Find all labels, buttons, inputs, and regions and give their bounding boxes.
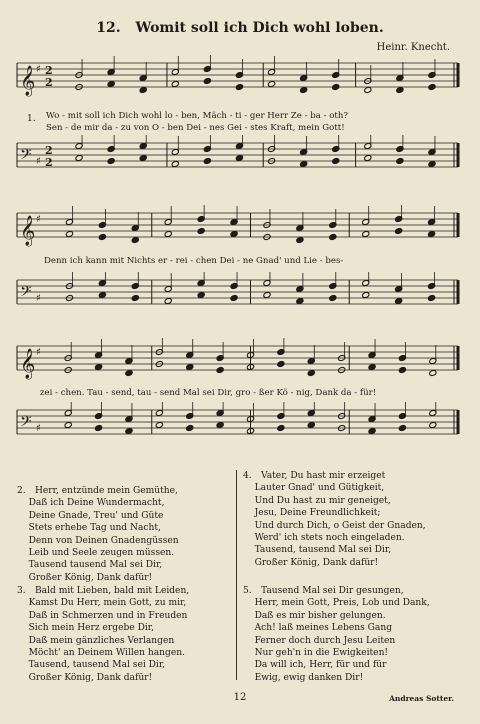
svg-text:♯: ♯ [36,423,41,434]
hymn-title [0,20,480,36]
printer-name: Andreas Sotter. [389,694,454,703]
svg-text:♯: ♯ [36,347,41,358]
verse-5 [243,585,430,684]
lyric-line-1a: Wo - mit soll ich Dich wohl lo - ben, Mäch - ti - ger Herr Ze - ba - oth? [46,111,348,121]
verse-2 [17,485,179,584]
system-3-bass-staff [0,402,480,452]
svg-text:2: 2 [45,64,53,77]
svg-text:♯: ♯ [36,156,41,167]
page-number: 12 [233,692,247,703]
lyric-line-2: Denn ich kann mit Nichts er - rei - chen Dei - ne Gnad' und Lie - bes- [44,256,344,266]
svg-text:♯: ♯ [36,64,41,75]
column-divider [236,470,237,680]
system-1-treble-staff [0,55,480,105]
svg-text:2: 2 [45,144,53,157]
verse-text: Herr, entzünde mein Gemüthe, Daß ich Deine Wundermacht, Deine Gnade, Treu' und Güte Stets erhebe Tag und Nacht, Denn von Deinen Gnadengüssen Leib und Seele zeugen müssen. Tausend tausend Mal sei Dir, Großer König, Dank dafür! [28,486,179,583]
svg-text:𝄞: 𝄞 [20,349,36,379]
system-2-treble-staff [0,205,480,255]
svg-text:♯: ♯ [36,214,41,225]
verse-number: 5. [243,586,252,596]
verse-number: 3. [17,586,26,596]
verse-number-1: 1. [27,114,36,124]
svg-text:2: 2 [45,76,53,89]
hymn-title-text: Womit soll ich Dich wohl loben. [135,20,384,36]
svg-text:2: 2 [45,156,53,169]
system-3-treble-staff [0,338,480,388]
system-1-bass-staff [0,135,480,185]
verse-number: 4. [243,471,252,481]
system-2-bass-staff [0,272,480,322]
svg-text:♯: ♯ [36,293,41,304]
verse-text: Bald mit Lieben, bald mit Leiden, Kamst Du Herr, mein Gott, zu mir, Daß in Schmerzen und in Freuden Sich mein Herz ergebe Dir, Daß mein gänzliches Verlangen Möcht' an Deinem Willen hangen. Tausend, tausend Mal sei Dir, Großer König, Dank dafür! [28,586,190,683]
svg-text:𝄢: 𝄢 [20,146,32,167]
composer: Heinr. Knecht. [376,42,450,53]
svg-text:𝄢: 𝄢 [20,413,32,434]
lyric-line-1b: Sen - de mir da - zu von O - ben Dei - nes Gei - stes Kraft, mein Gott! [46,123,345,133]
verse-number: 2. [17,486,26,496]
hymn-number: 12. [96,20,121,36]
svg-text:𝄢: 𝄢 [20,283,32,304]
lyric-line-3: zei - chen. Tau - send, tau - send Mal sei Dir, gro - ßer Kö - nig, Dank da - für! [40,388,377,398]
verse-4 [243,470,426,569]
svg-text:𝄞: 𝄞 [20,66,36,96]
verse-3 [17,585,189,684]
verse-text: Tausend Mal sei Dir gesungen, Herr, mein Gott, Preis, Lob und Dank, Daß es mir bisher gelungen. Ach! laß meines Lebens Gang Ferner doch durch Jesu Leiten Nur geh'n in die Ewigkeiten! Da will ich, Herr, für und für Ewig, ewig danken Dir! [254,586,430,683]
verse-text: Vater, Du hast mir erzeiget Lauter Gnad' und Gütigkeit, Und Du hast zu mir geneiget, Jesu, Deine Freundlichkeit; Und durch Dich, o Geist der Gnaden, Werd' ich stets noch eingeladen. Tausend, tausend Mal sei Dir, Großer König, Dank dafür! [254,471,426,568]
svg-text:𝄞: 𝄞 [20,216,36,246]
